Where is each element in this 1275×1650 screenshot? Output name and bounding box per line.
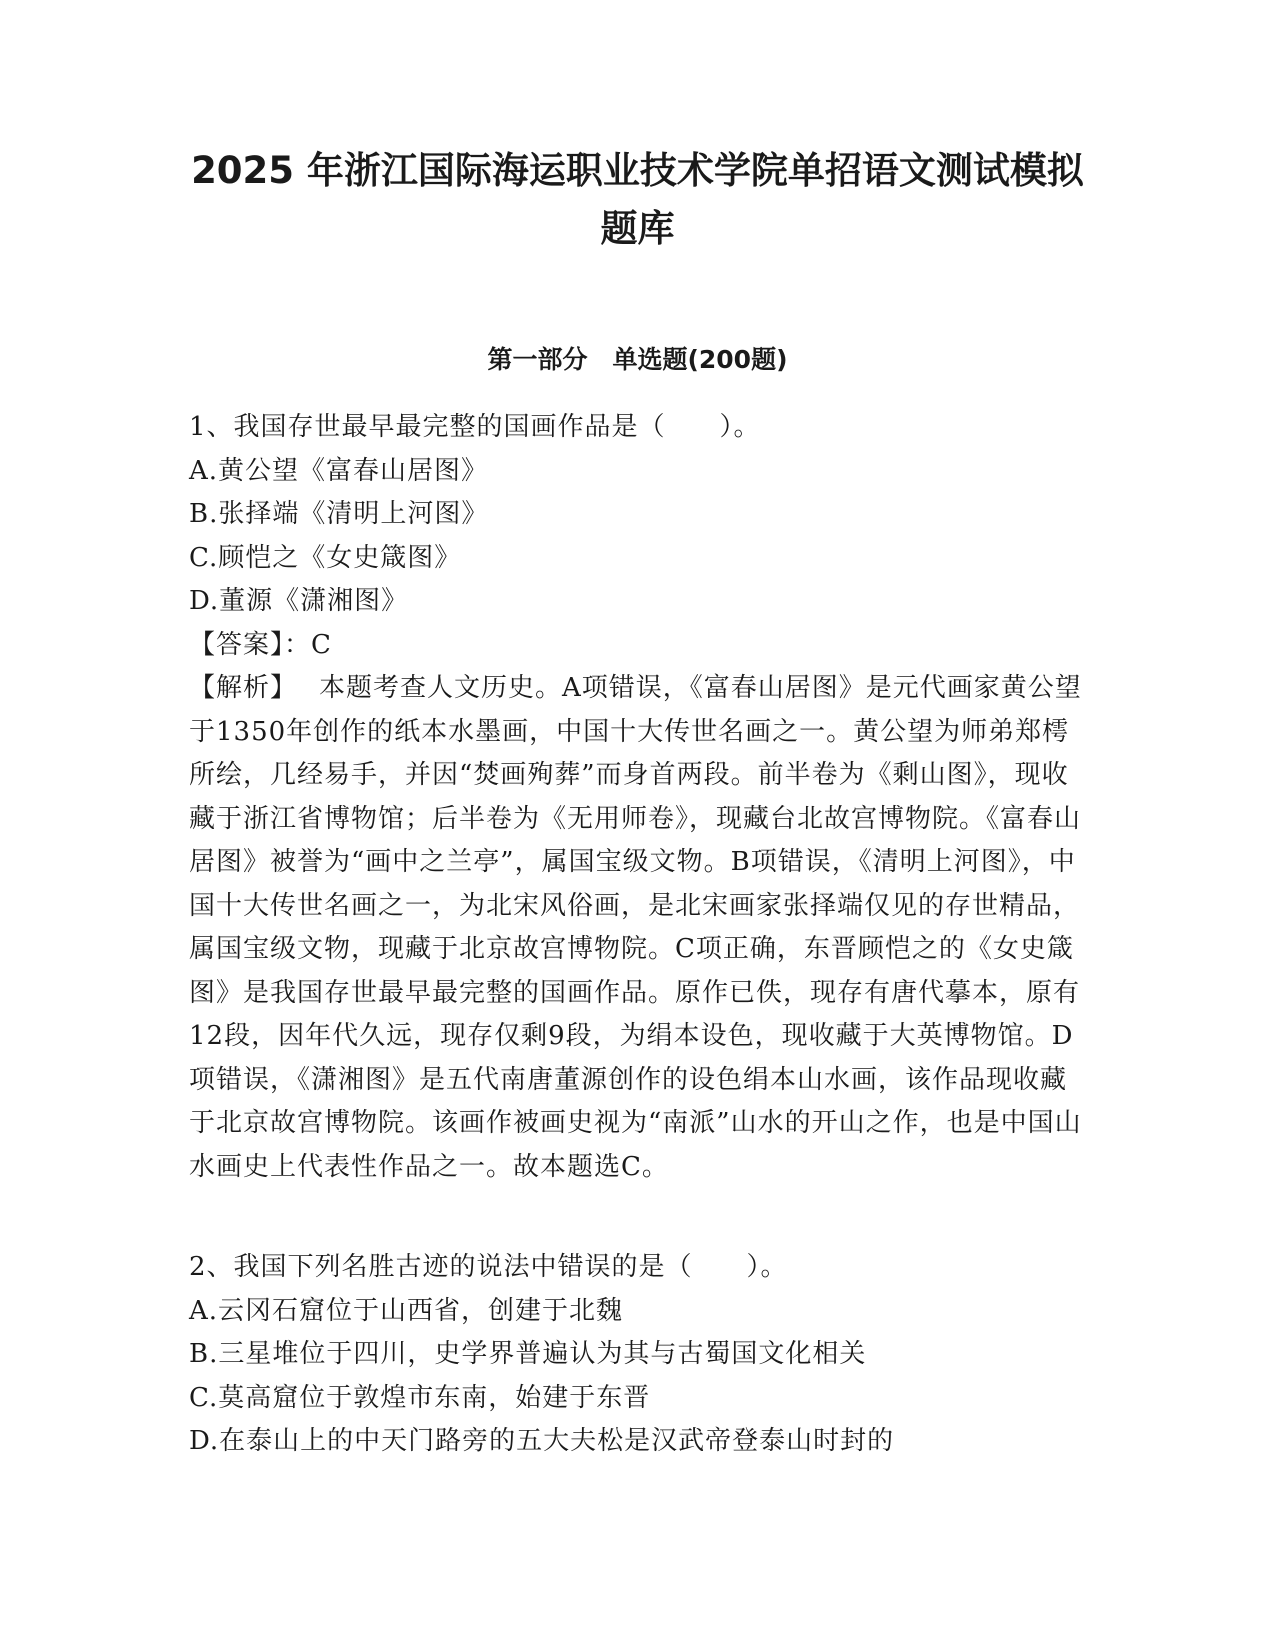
option-b: B.张择端《清明上河图》 (189, 499, 489, 529)
document-title-line-1: 2025 年浙江国际海运职业技术学院单招语文测试模拟 (191, 149, 1084, 192)
question-2 (189, 1246, 1089, 1464)
option-d: D.董源《潇湘图》 (189, 586, 409, 616)
question-1 (189, 406, 1089, 1189)
explanation (189, 667, 1089, 1189)
option-a: A.云冈石窟位于山西省，创建于北魏 (189, 1295, 624, 1326)
document-title (140, 142, 1135, 258)
option-a: A.黄公望《富春山居图》 (189, 455, 489, 486)
section-heading: 第一部分 单选题(200题) (487, 345, 788, 374)
option-c: C.顾恺之《女史箴图》 (189, 542, 462, 573)
explanation-label: 【解析】 (189, 673, 298, 703)
question-stem: 2、我国下列名胜古迹的说法中错误的是（ ）。 (189, 1252, 788, 1282)
answer: 【答案】：C (189, 629, 332, 660)
option-c: C.莫高窟位于敦煌市东南，始建于东晋 (189, 1382, 651, 1413)
document-title-line-2: 题库 (600, 207, 675, 250)
option-d: D.在泰山上的中天门路旁的五大夫松是汉武帝登泰山时封的 (189, 1426, 895, 1456)
question-stem: 1、我国存世最早最完整的国画作品是（ ）。 (189, 412, 761, 442)
explanation-text: 本题考查人文历史。A项错误，《富春山居图》是元代画家黄公望于1350年创作的纸本水墨画，中国十大传世名画之一。黄公望为师弟郑樗所绘，几经易手，并因“焚画殉葬”而身首两段。前半卷为《剩山图》，现收藏于浙江省博物馆；后半卷为《无用师卷》，现藏台北故宫博物院。《富春山居图》被誉为“画中之兰亭”，属国宝级文物。B项错误，《清明上河图》，中国十大传世名画之一，为北宋风俗画，是北宋画家张择端仅见的存世精品，属国宝级文物，现藏于北京故宫博物院。C项正确，东晋顾恺之的《女史箴图》是我国存世最早最完整的国画作品。原作已佚，现存有唐代摹本，原有12段，因年代久远，现存仅剩9段，为绢本设色，现收藏于大英博物馆。D项错误，《潇湘图》是五代南唐董源创作的设色绢本山水画，该作品现收藏于北京故宫博物院。该画作被画史视为“南派”山水的开山之作，也是中国山水画史上代表性作品之一。故本题选C。 (189, 673, 1082, 1182)
option-b: B.三星堆位于四川，史学界普遍认为其与古蜀国文化相关 (189, 1339, 867, 1369)
